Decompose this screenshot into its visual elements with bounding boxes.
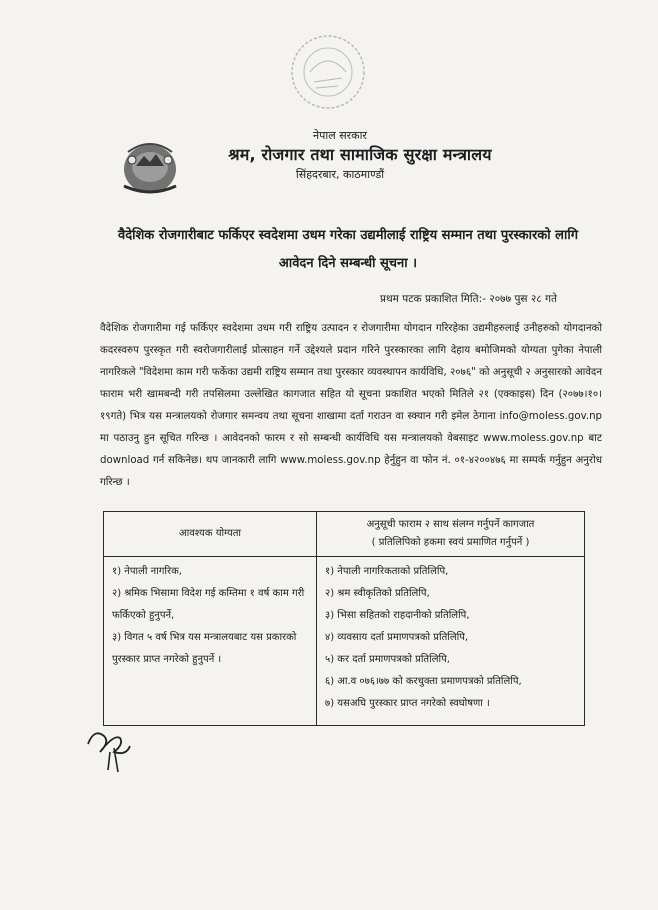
- list-item: २) श्रम स्वीकृतिको प्रतिलिपि,: [325, 588, 430, 599]
- list-item: ३) भिसा सहितको राहदानीको प्रतिलिपि,: [325, 610, 470, 621]
- ministry-stamp: [288, 32, 368, 112]
- notice-title: [88, 222, 608, 278]
- list-item: ६) आ.व ०७६।७७ को करचुक्ता प्रमाणपत्रको प्रतिलिपि,: [325, 676, 522, 687]
- requirements-table: [103, 511, 585, 726]
- list-item: ५) कर दर्ता प्रमाणपत्रको प्रतिलिपि,: [325, 654, 450, 665]
- notice-body: वैदेशिक रोजगारीमा गई फर्किएर स्वदेशमा उधम गरी राष्ट्रिय उत्पादन र रोजगारीमा योगदान गरिरहेका उद्यमीहरुलाई उनीहरुको योगदानको कदरस्वरुप पुरस्कृत गरी स्वरोजगारीलाई प्रोत्साहन गर्ने उद्देश्यले प्रदान गरिने पुरस्कारका लागि देहाय बमोजिमको योग्यता पुगेका नेपाली नागरिकले "विदेशमा काम गरी फर्केका उद्यमी राष्ट्रिय सम्मान तथा पुरस्कार व्यवस्थापन कार्यविधि, २०७६" को अनुसूची २ अनुसारको आवेदन फाराम भरी खामबन्दी गरी तपसिलमा उल्लेखित कागजात सहित यो सूचना प्रकाशित भएको मितिले २१ (एक्काइस) दिन (२०७७।१०।१९गते) भित्र यस मन्त्रालयको रोजगार समन्वय तथा सूचना शाखामा दर्ता गराउन वा स्क्यान गरी इमेल ठेगाना info@moless.gov.np मा पठाउनु हुन सूचित गरिन्छ । आवेदनको फारम र सो सम्बन्धी कार्यविधि यस मन्त्रालयको वेबसाइट www.moless.gov.np बाट download गर्न सकिनेछ। थप जानकारी लागि www.moless.gov.np हेर्नुहुन वा फोन नं. ०१-४२००४७६ मा सम्पर्क गर्नुहुन अनुरोध गरिन्छ ।: [100, 323, 602, 488]
- qualifications-header: आवश्यक योग्यता: [104, 512, 317, 557]
- documents-header: [317, 512, 585, 557]
- list-item: ७) यसअघि पुरस्कार प्राप्त नगरेको स्वघोषणा ।: [325, 698, 490, 709]
- documents-header-line-2: ( प्रतिलिपिको हकमा स्वयं प्रमाणित गर्नुपर्ने ): [371, 537, 530, 548]
- list-item: ३) विगत ५ वर्ष भित्र यस मन्त्रालयबाट यस प्रकारको पुरस्कार प्राप्त नगरेको हुनुपर्ने ।: [112, 632, 297, 665]
- notice-title-line-2: आवेदन दिने सम्बन्धी सूचना ।: [278, 256, 418, 271]
- list-item: १) नेपाली नागरिकताको प्रतिलिपि,: [325, 566, 449, 577]
- handwritten-signature: [84, 722, 136, 776]
- table-header-row: [104, 512, 585, 557]
- table-row: [104, 557, 585, 726]
- qualifications-cell: [104, 557, 317, 726]
- ministry-name: श्रम, रोजगार तथा सामाजिक सुरक्षा मन्त्रालय: [228, 145, 492, 164]
- list-item: २) श्रमिक भिसामा विदेश गई कम्तिमा १ वर्ष काम गरी फर्किएको हुनुपर्ने,: [112, 588, 305, 621]
- list-item: ४) व्यवसाय दर्ता प्रमाणपत्रको प्रतिलिपि,: [325, 632, 469, 643]
- documents-header-line-1: अनुसूची फाराम २ साथ संलग्न गर्नुपर्ने कागजात: [366, 519, 535, 530]
- ministry-address: सिंहदरबार, काठमाण्डौं: [295, 168, 385, 181]
- government-name: नेपाल सरकार: [313, 129, 367, 142]
- letterhead: [200, 128, 520, 184]
- list-item: १) नेपाली नागरिक,: [112, 566, 182, 577]
- notice-title-line-1: वैदेशिक रोजगारीबाट फर्किएर स्वदेशमा उधम गरेका उद्यमीलाई राष्ट्रिय सम्मान तथा पुरस्कारको लागि: [117, 228, 579, 243]
- documents-cell: [317, 557, 585, 726]
- published-date: प्रथम पटक प्रकाशित मिति:- २०७७ पुस २८ गते: [380, 293, 557, 305]
